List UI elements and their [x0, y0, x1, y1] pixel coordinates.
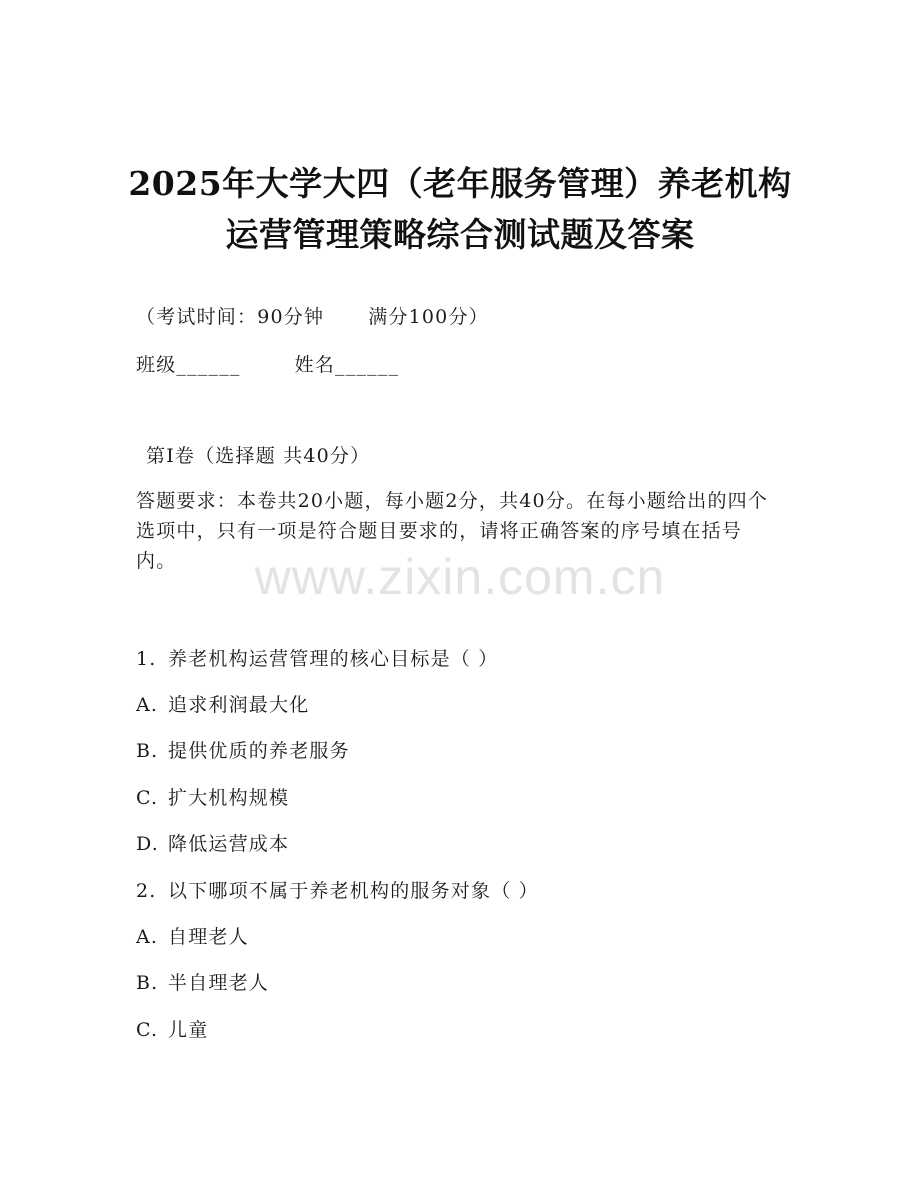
- answer-instructions: 答题要求：本卷共20小题，每小题2分，共40分。在每小题给出的四个选项中，只有一项是符合题目要求的，请将正确答案的序号填在括号内。: [136, 490, 769, 572]
- exam-info: [136, 302, 489, 329]
- question-text: 以下哪项不属于养老机构的服务对象（ ）: [168, 880, 539, 902]
- question-2: [136, 876, 539, 903]
- option-text: 自理老人: [168, 926, 249, 948]
- question-1-option-c: [136, 783, 289, 810]
- question-number: 1.: [136, 648, 157, 670]
- question-number: 2.: [136, 880, 157, 902]
- exam-time: （考试时间：90分钟: [136, 306, 325, 328]
- question-text: 养老机构运营管理的核心目标是（ ）: [168, 648, 499, 670]
- option-text: 提供优质的养老服务: [168, 740, 350, 762]
- section-title: 第I卷（选择题 共40分）: [146, 445, 371, 467]
- watermark: www.zixin.com.cn: [254, 549, 666, 605]
- class-field: 班级______: [136, 354, 241, 376]
- question-2-option-a: [136, 922, 249, 949]
- option-text: 儿童: [168, 1019, 209, 1041]
- question-2-option-b: [136, 968, 269, 995]
- option-text: 半自理老人: [168, 972, 270, 994]
- option-label: A.: [136, 926, 159, 948]
- option-label: D.: [136, 833, 159, 855]
- option-label: C.: [136, 787, 159, 809]
- option-label: B.: [136, 740, 159, 762]
- option-label: B.: [136, 972, 159, 994]
- student-info: [136, 350, 399, 377]
- option-text: 追求利润最大化: [168, 694, 310, 716]
- option-text: 降低运营成本: [168, 833, 290, 855]
- question-1-option-b: [136, 736, 350, 763]
- name-field: 姓名______: [294, 354, 400, 376]
- question-1: [136, 644, 498, 671]
- question-2-option-c: [136, 1015, 208, 1042]
- document-title-line-2: 运营管理策略综合测试题及答案: [225, 215, 695, 254]
- option-label: C.: [136, 1019, 159, 1041]
- option-label: A.: [136, 694, 159, 716]
- document-title-line-1: 2025年大学大四（老年服务管理）养老机构: [128, 164, 792, 203]
- question-1-option-a: [136, 690, 309, 717]
- exam-full-score: 满分100分）: [368, 306, 489, 328]
- option-text: 扩大机构规模: [168, 787, 290, 809]
- question-1-option-d: [136, 829, 289, 856]
